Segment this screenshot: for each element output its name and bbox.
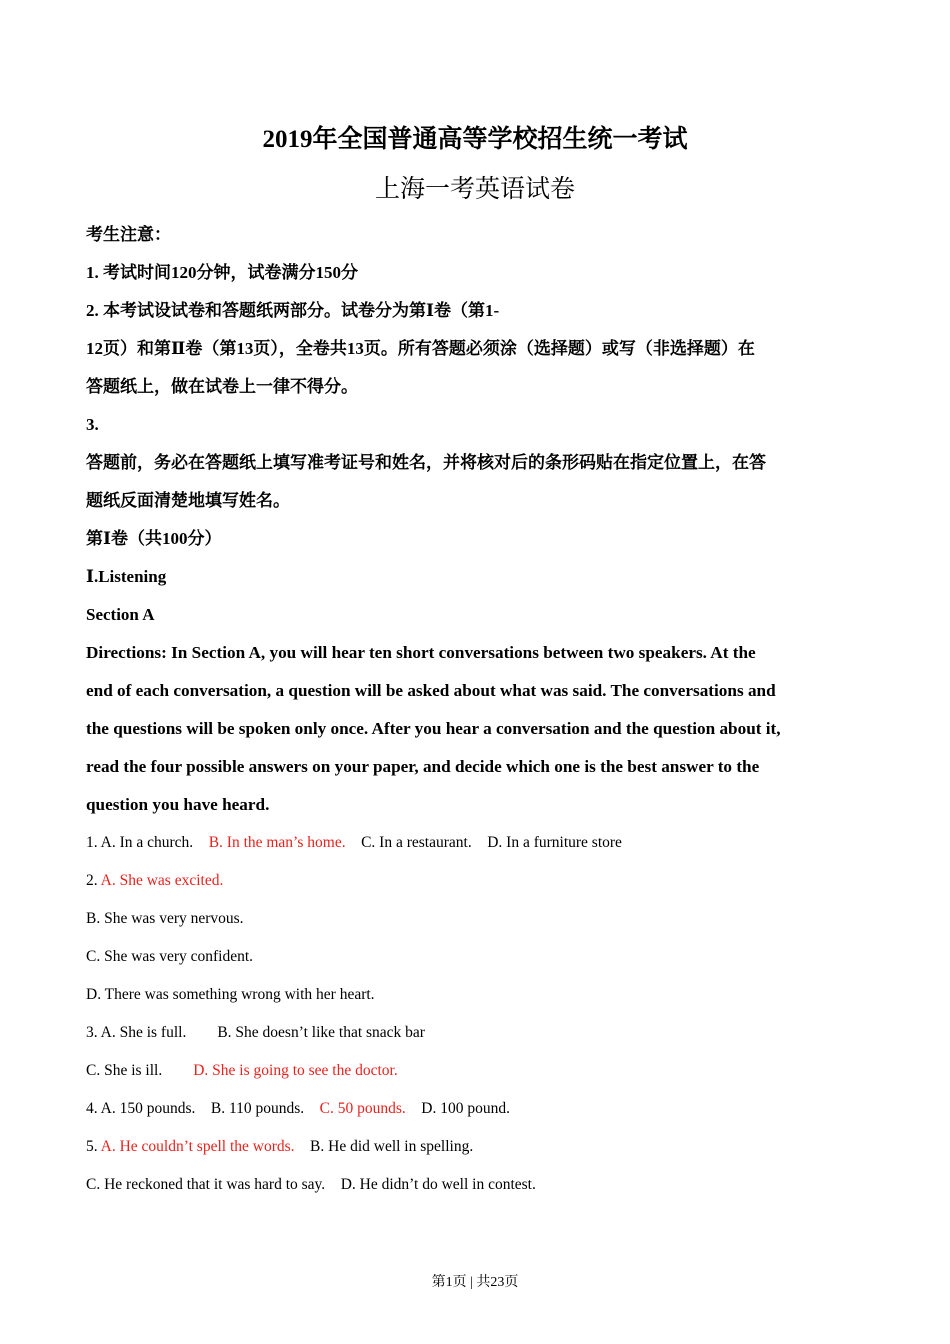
directions-line: question you have heard. bbox=[86, 795, 270, 814]
q5-option-d: D. He didn’t do well in contest. bbox=[340, 1176, 536, 1193]
note-item-3-line-1: 答题前，务必在答题纸上填写准考证号和姓名，并将核对后的条形码贴在指定位置上，在答 bbox=[86, 453, 766, 472]
q1-option-b-answer: B. In the man’s home. bbox=[208, 834, 346, 851]
q3-option-b: B. She doesn’t like that snack bar bbox=[217, 1024, 425, 1041]
q1-option-d: D. In a furniture store bbox=[487, 834, 622, 851]
question-3-cont bbox=[86, 1052, 866, 1090]
question-2 bbox=[86, 862, 866, 900]
q4-option-a: 4. A. 150 pounds. bbox=[86, 1100, 196, 1117]
directions-line: the questions will be spoken only once. After you hear a conversation and the question about it, bbox=[86, 719, 781, 738]
q2-option-d: D. There was something wrong with her heart. bbox=[86, 986, 375, 1003]
q2-option-c: C. She was very confident. bbox=[86, 948, 254, 965]
question-4 bbox=[86, 1090, 866, 1128]
directions-line: read the four possible answers on your paper, and decide which one is the best answer to the bbox=[86, 757, 760, 776]
note-item-2-line-1: 2. 本考试设试卷和答题纸两部分。试卷分为第Ⅰ卷（第1- bbox=[86, 301, 500, 320]
q4-option-b: B. 110 pounds. bbox=[210, 1100, 305, 1117]
part-title: 第Ⅰ卷（共100分） bbox=[86, 529, 222, 548]
question-3 bbox=[86, 1014, 866, 1052]
q2-option-b: B. She was very nervous. bbox=[86, 910, 244, 927]
q1-option-c: C. In a restaurant. bbox=[361, 834, 472, 851]
q5-option-c: C. He reckoned that it was hard to say. bbox=[86, 1176, 326, 1193]
listening-heading: Ⅰ.Listening bbox=[86, 567, 167, 586]
page-footer: 第1页 | 共23页 bbox=[431, 1275, 519, 1290]
note-item-3-number: 3. bbox=[86, 415, 99, 434]
note-item-2-line-3: 答题纸上，做在试卷上一律不得分。 bbox=[86, 377, 358, 396]
q3-option-d-answer: D. She is going to see the doctor. bbox=[193, 1062, 398, 1079]
q4-option-d: D. 100 pound. bbox=[421, 1100, 510, 1117]
question-5 bbox=[86, 1128, 866, 1166]
question-1 bbox=[86, 824, 866, 862]
document-body bbox=[86, 216, 866, 1204]
directions-line: Directions: In Section A, you will hear ten short conversations between two speakers. At the bbox=[86, 643, 756, 662]
q5-option-a-answer: A. He couldn’t spell the words. bbox=[100, 1138, 295, 1155]
q4-option-c-answer: C. 50 pounds. bbox=[319, 1100, 406, 1117]
note-item-2-line-2: 12页）和第Ⅱ卷（第13页），全卷共13页。所有答题必须涂（选择题）或写（非选择题）在 bbox=[86, 339, 755, 358]
q3-option-c: C. She is ill. bbox=[86, 1062, 163, 1079]
directions-line: end of each conversation, a question will be asked about what was said. The conversations and bbox=[86, 681, 776, 700]
note-item-1: 1. 考试时间120分钟，试卷满分150分 bbox=[86, 263, 358, 282]
q3-option-a: 3. A. She is full. bbox=[86, 1024, 187, 1041]
exam-title: 2019年全国普通高等学校招生统一考试 bbox=[262, 126, 688, 153]
question-5-cont bbox=[86, 1166, 866, 1204]
note-item-3-line-2: 题纸反面清楚地填写姓名。 bbox=[86, 491, 290, 510]
q5-number: 5. bbox=[86, 1138, 98, 1155]
q2-option-a-answer: A. She was excited. bbox=[100, 872, 224, 889]
notes-heading: 考生注意： bbox=[86, 225, 171, 244]
q5-option-b: B. He did well in spelling. bbox=[310, 1138, 474, 1155]
exam-subtitle: 上海一考英语试卷 bbox=[374, 176, 575, 203]
q2-number: 2. bbox=[86, 872, 98, 889]
q1-option-a: 1. A. In a church. bbox=[86, 834, 194, 851]
section-heading: Section A bbox=[86, 605, 155, 624]
